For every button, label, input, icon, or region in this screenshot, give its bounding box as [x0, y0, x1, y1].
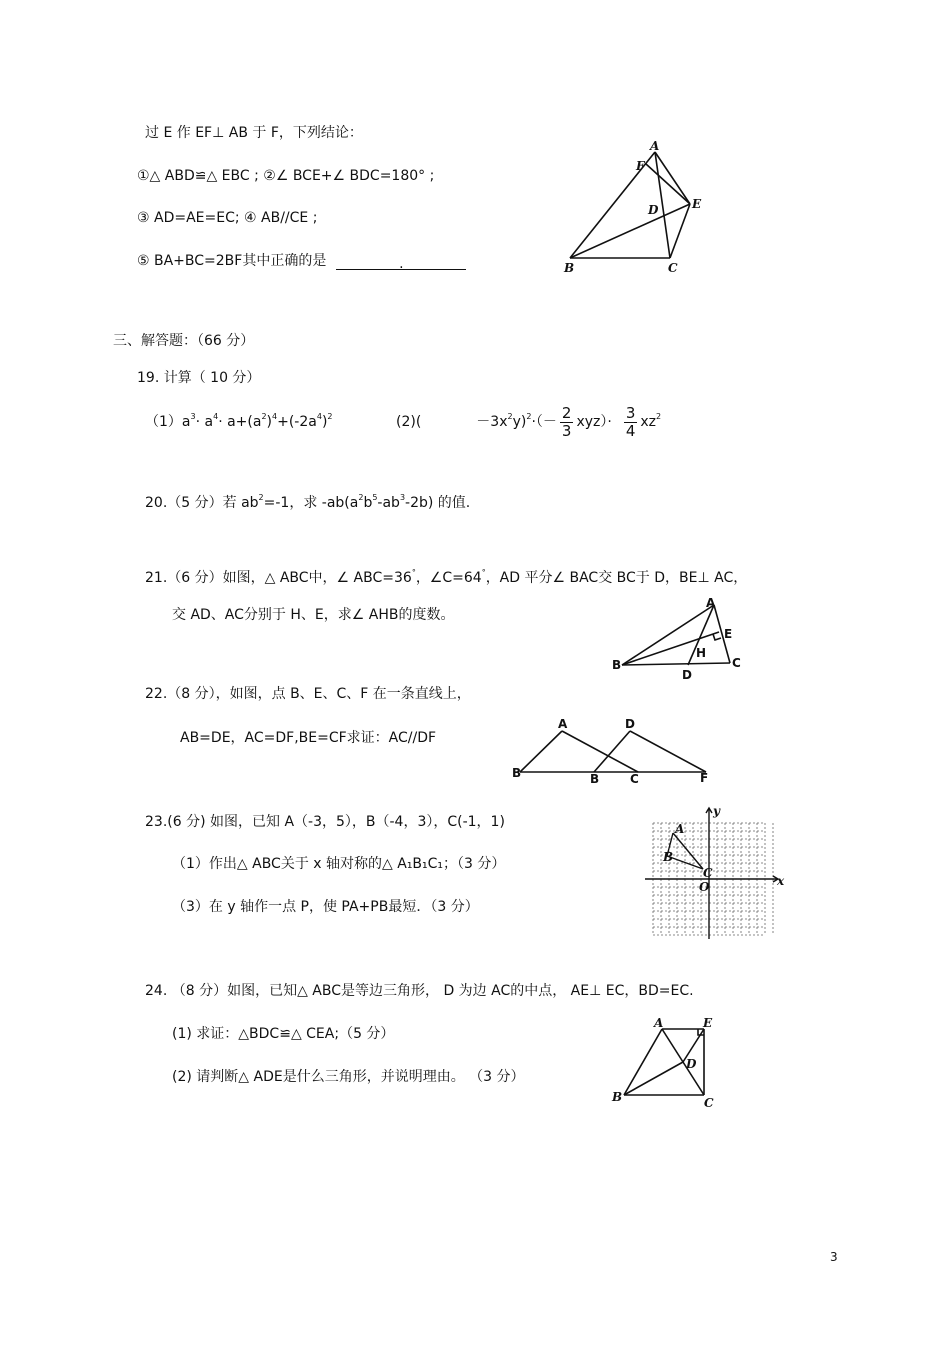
figure-q22: [510, 715, 720, 785]
figure-q23-grid: [645, 805, 785, 945]
fig18-label-C: C: [668, 261, 678, 275]
fig24-label-E: E: [703, 1016, 713, 1030]
fig22-label-E: B: [590, 772, 600, 786]
fig22-label-F: F: [700, 771, 709, 785]
fraction-two-thirds: [560, 405, 574, 440]
q24-line3: (2) 请判断△ ADE是什么三角形，并说明理由。 （3 分）: [172, 1069, 525, 1085]
fig18-label-D: D: [648, 203, 659, 217]
exponent: 2: [507, 412, 513, 421]
answer-blank[interactable]: .: [336, 255, 466, 270]
q18-line1: ①△ ABD≌△ EBC ; ②∠ BCE+∠ BDC=180° ;: [137, 168, 435, 184]
exponent: 3: [190, 412, 196, 421]
fig23-label-y: y: [713, 804, 720, 818]
fig21-label-D: D: [682, 668, 692, 682]
exponent: 2: [327, 412, 333, 421]
q21-term: ，∠C=64: [415, 570, 482, 586]
fig22-label-C: C: [630, 772, 639, 786]
q19-part1: [145, 413, 333, 433]
q20-text: [145, 494, 470, 514]
fig18-label-B: B: [564, 261, 575, 275]
page-number: 3: [830, 1250, 838, 1264]
fig24-label-C: C: [704, 1096, 714, 1110]
q19-p1-term: ): [266, 414, 273, 430]
fraction-denominator: 4: [625, 421, 636, 440]
q19-p2-label: (2)(: [396, 414, 422, 430]
fraction-numerator: 2: [561, 403, 572, 422]
q19-p2-term: xz: [640, 414, 656, 430]
q20-term: b: [363, 495, 373, 511]
q21-line1: [145, 569, 747, 589]
q19-p2-term: y): [512, 414, 527, 430]
q18-line2: ③ AD=AE=EC; ④ AB//CE ;: [137, 210, 318, 226]
exponent: 2: [258, 493, 264, 502]
q20-term: -2b) 的值.: [405, 495, 471, 511]
q19-p2-term: －3x: [476, 414, 508, 430]
fraction-numerator: 3: [625, 403, 636, 422]
q24-line1: 24. （8 分）如图，已知△ ABC是等边三角形， D 为边 AC的中点， AE⊥ EC，BD=EC.: [145, 983, 694, 999]
degree-sign: °: [411, 568, 416, 577]
fig21-label-A: A: [706, 596, 716, 610]
exponent: 2: [261, 412, 267, 421]
fig18-label-F: F: [636, 159, 645, 173]
exponent: 2: [526, 412, 532, 421]
exponent: 4: [272, 412, 278, 421]
q19-part2: [396, 403, 661, 443]
q19-p1-term: ): [321, 414, 328, 430]
q18-line3-text: ⑤ BA+BC=2BF其中正确的是: [137, 253, 327, 269]
fig24-label-B: B: [612, 1090, 623, 1104]
fig21-label-C: C: [732, 656, 741, 670]
q19-p1-term: +(-2a: [277, 414, 317, 430]
q23-line3: （3）在 y 轴作一点 P，使 PA+PB最短．（3 分）: [172, 899, 479, 915]
q19-p1-term: a: [181, 414, 191, 430]
fig24-label-D: D: [686, 1057, 697, 1071]
q18-line3: [137, 252, 466, 270]
q21-line2: 交 AD、AC分别于 H、E，求∠ AHB的度数。: [172, 607, 455, 623]
q20-term: 20.（5 分）若 ab: [145, 495, 259, 511]
fig23-label-A: A: [675, 822, 685, 836]
section-title: 三、解答题：（66 分）: [113, 333, 255, 349]
q21-term: ，AD 平分∠ BAC交 BC于 D，BE⊥ AC，: [485, 570, 748, 586]
degree-sign: °: [481, 568, 486, 577]
fig21-label-E: E: [724, 627, 733, 641]
figure-q24: [610, 1015, 730, 1115]
fig22-label-B: B: [512, 766, 522, 780]
q22-line2: AB=DE，AC=DF,BE=CF求证：AC//DF: [180, 730, 437, 746]
exponent: 2: [358, 493, 364, 502]
q19-p1-label: （1）: [145, 414, 182, 430]
exponent: 5: [372, 493, 378, 502]
fig23-label-O: O: [699, 880, 710, 894]
exponent: 3: [399, 493, 406, 502]
fraction-three-quarters: [624, 405, 638, 440]
fig23-label-x: x: [777, 874, 785, 888]
exponent: 4: [213, 412, 219, 421]
fig22-label-D: D: [625, 717, 635, 731]
q24-line2: (1) 求证：△BDC≌△ CEA;（5 分）: [172, 1026, 395, 1042]
fig21-label-H: H: [696, 646, 707, 660]
q19-p1-term: · a: [195, 414, 214, 430]
q19-p2-term: ·（－: [531, 414, 557, 430]
exponent: 2: [656, 412, 662, 421]
q20-term: -ab: [377, 495, 400, 511]
q22-line1: 22.（8 分），如图，点 B、E、C、F 在一条直线上，: [145, 686, 471, 702]
fig21-label-B: B: [612, 658, 622, 672]
figure-q18: [560, 140, 720, 280]
exponent: 4: [316, 412, 322, 421]
q19-p1-term: · a+(a: [218, 414, 262, 430]
fraction-denominator: 3: [561, 421, 572, 440]
fig18-label-E: E: [692, 197, 702, 211]
q19-title: 19. 计算（ 10 分）: [137, 370, 261, 386]
q20-term: =-1，求 -ab(a: [263, 495, 359, 511]
q23-line2: （1）作出△ ABC关于 x 轴对称的△ A₁B₁C₁；（3 分）: [172, 856, 506, 872]
q18-intro: 过 E 作 EF⊥ AB 于 F，下列结论：: [145, 125, 363, 141]
fig24-label-A: A: [654, 1016, 664, 1030]
fig18-label-A: A: [650, 139, 660, 153]
fig22-label-A: A: [558, 717, 568, 731]
q21-term: 21.（6 分）如图，△ ABC中，∠ ABC=36: [145, 570, 412, 586]
fig23-label-B: B: [663, 850, 674, 864]
figure-q21: [612, 595, 752, 685]
fig23-label-C: C: [703, 866, 713, 880]
q23-line1: 23.(6 分) 如图，已知 A（-3，5），B（-4，3），C(-1，1): [145, 814, 505, 830]
q19-p2-term: xyz）·: [576, 414, 612, 430]
